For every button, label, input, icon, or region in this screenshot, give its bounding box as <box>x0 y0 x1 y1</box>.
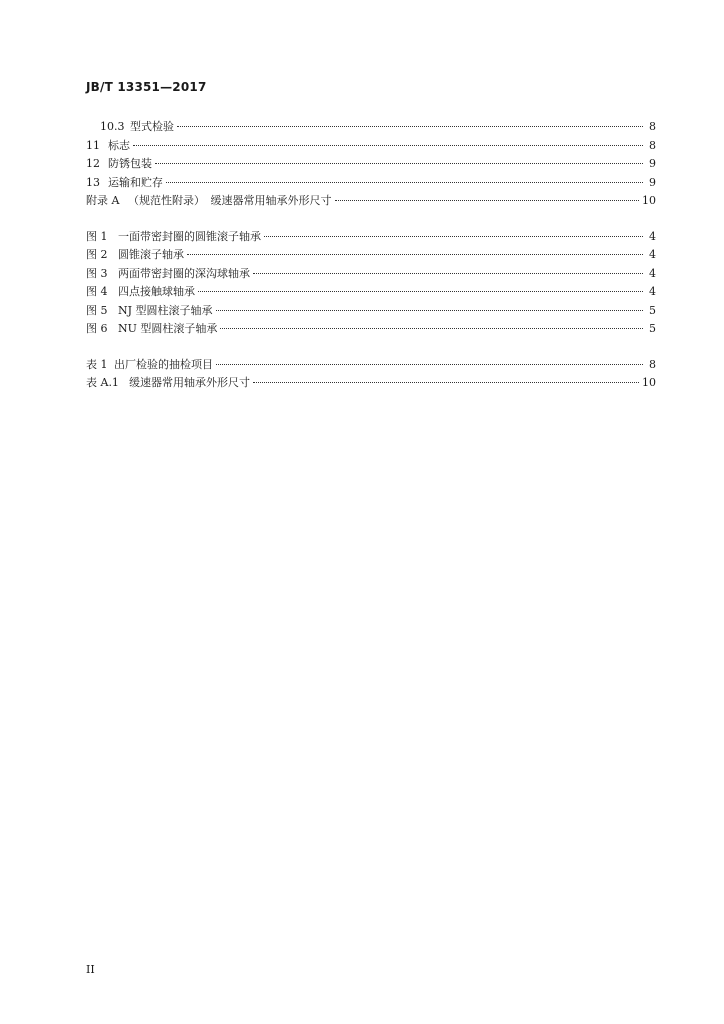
dot-leader <box>264 236 643 237</box>
document-code: JB/T 13351—2017 <box>86 80 207 94</box>
toc-entry-title: NU 型圆柱滚子轴承 <box>118 322 218 335</box>
toc-entry-number: 表 1 <box>86 357 108 371</box>
toc-spacer <box>86 211 656 228</box>
toc-entry-page: 4 <box>649 248 656 261</box>
toc-entry-title: 四点接触球轴承 <box>118 285 195 298</box>
toc-entry-title: 一面带密封圈的圆锥滚子轴承 <box>118 229 261 243</box>
dot-leader <box>155 163 643 164</box>
dot-leader <box>220 328 643 329</box>
toc-entry-title: 出厂检验的抽检项目 <box>114 357 213 371</box>
dot-leader <box>335 200 640 201</box>
toc-entry-page: 5 <box>649 322 656 335</box>
toc-entry-page: 9 <box>649 175 656 189</box>
toc-entry-page: 8 <box>649 357 656 371</box>
toc-entry-title: 防锈包装 <box>108 157 152 170</box>
toc-entry-title: 圆锥滚子轴承 <box>118 248 184 261</box>
dot-leader <box>187 254 643 255</box>
toc-table-1[interactable] <box>86 356 656 375</box>
toc-entry-title: 缓速器常用轴承外形尺寸 <box>129 376 250 389</box>
toc-entry-number: 11 <box>86 138 100 152</box>
dot-leader <box>253 273 643 274</box>
toc-table-a1[interactable] <box>86 374 656 393</box>
toc-entry-13[interactable] <box>86 174 656 193</box>
toc-entry-page: 8 <box>649 120 656 133</box>
toc-figure-3[interactable] <box>86 265 656 284</box>
toc-entry-page: 9 <box>649 157 656 170</box>
toc-entry-title: （规范性附录） 缓速器常用轴承外形尺寸 <box>128 194 332 207</box>
toc-entry-page: 10 <box>642 376 656 389</box>
toc-entry-page: 10 <box>642 194 656 207</box>
toc-entry-page: 8 <box>649 138 656 152</box>
toc-entry-title: 标志 <box>108 138 130 152</box>
toc-entry-title: 运输和贮存 <box>108 175 163 189</box>
toc-entry-number: 图 4 <box>86 285 108 298</box>
toc-figure-6[interactable] <box>86 320 656 339</box>
toc-entry-number: 10.3 <box>100 120 125 133</box>
toc-entry-number: 附录 A <box>86 194 120 207</box>
toc-entry-number: 12 <box>86 157 100 170</box>
dot-leader <box>133 145 643 146</box>
dot-leader <box>216 364 643 365</box>
toc-entry-title: NJ 型圆柱滚子轴承 <box>118 303 213 317</box>
toc-entry-number: 表 A.1 <box>86 376 119 389</box>
toc-entry-page: 4 <box>649 266 656 280</box>
table-of-contents <box>86 118 656 393</box>
page-number: II <box>86 963 95 976</box>
toc-entry-10-3[interactable] <box>86 118 656 137</box>
toc-entry-number: 图 2 <box>86 248 108 261</box>
toc-entry-page: 5 <box>649 303 656 317</box>
toc-entry-number: 图 1 <box>86 229 108 243</box>
toc-entry-page: 4 <box>649 229 656 243</box>
toc-entry-11[interactable] <box>86 137 656 156</box>
dot-leader <box>177 126 643 127</box>
toc-entry-number: 图 6 <box>86 322 108 335</box>
toc-entry-12[interactable] <box>86 155 656 174</box>
toc-entry-number: 13 <box>86 175 100 189</box>
dot-leader <box>253 382 639 383</box>
toc-entry-title: 型式检验 <box>130 120 174 133</box>
toc-entry-appendix-a[interactable] <box>86 192 656 211</box>
toc-entry-number: 图 5 <box>86 303 108 317</box>
toc-figure-2[interactable] <box>86 246 656 265</box>
toc-figure-1[interactable] <box>86 228 656 247</box>
toc-figure-5[interactable] <box>86 302 656 321</box>
dot-leader <box>198 291 643 292</box>
toc-entry-number: 图 3 <box>86 266 108 280</box>
toc-spacer <box>86 339 656 356</box>
dot-leader <box>216 310 643 311</box>
toc-entry-page: 4 <box>649 285 656 298</box>
dot-leader <box>166 182 643 183</box>
toc-figure-4[interactable] <box>86 283 656 302</box>
toc-entry-title: 两面带密封圈的深沟球轴承 <box>118 266 250 280</box>
